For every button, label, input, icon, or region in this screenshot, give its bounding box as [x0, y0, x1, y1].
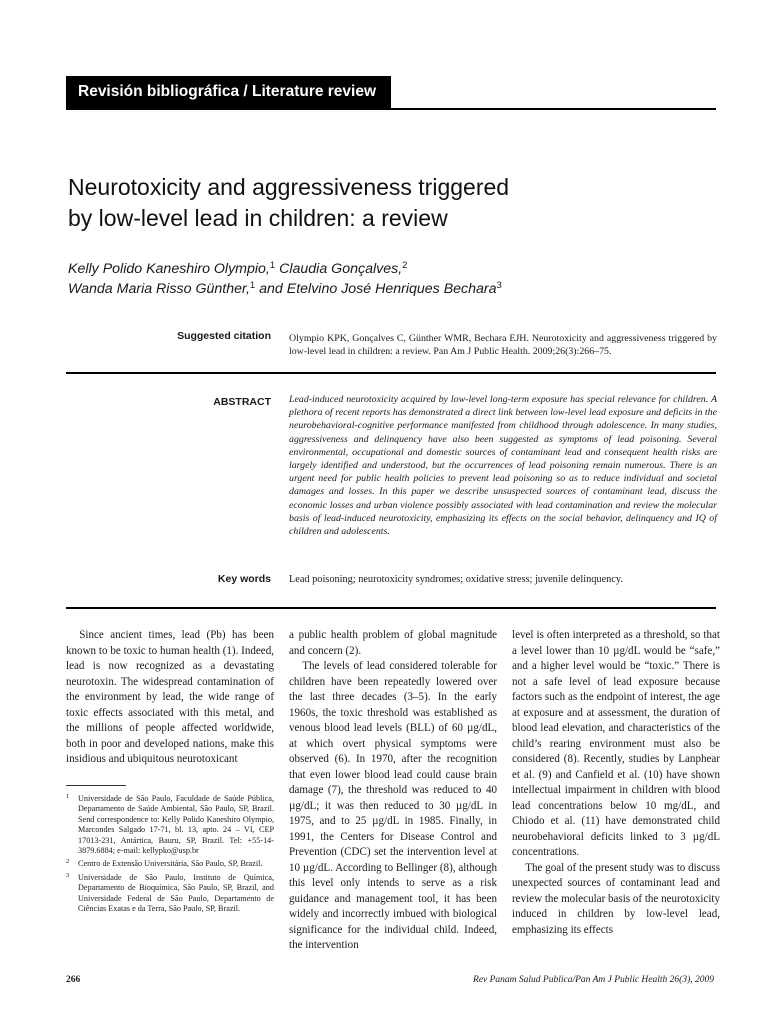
body-paragraph: a public health problem of global magnitude and concern (2).: [289, 629, 497, 657]
author-name: Wanda Maria Risso Günther,: [68, 281, 250, 297]
author-list: [68, 259, 728, 299]
keywords-text: Lead poisoning; neurotoxicity syndromes; oxidative stress; juvenile delinquency.: [289, 574, 623, 585]
abstract-top-rule: [66, 372, 716, 374]
section-label: Revisión bibliográfica / Literature review: [78, 83, 377, 100]
footnote: [66, 859, 274, 869]
affiliation-marker: 3: [496, 280, 502, 291]
body-paragraph: The goal of the present study was to discuss unexpected sources of contaminant lead and review the molecular basis of the neurotoxicity induced in children by low-level lead, emphasizing its effects: [512, 861, 720, 936]
authors-line-2: [68, 279, 728, 299]
footnote-number: 3: [66, 871, 70, 879]
abstract-text: Lead-induced neurotoxicity acquired by low-level long-term exposure has special relevance for children. A plethora of recent reports has demonstrated a direct link between low-level lead exposure and deficits in the neurobehavioral-cognitive performance manifested from childhood through adolescence. In many studies, aggressiveness and delinquency have also been suggested as symptoms of lead poisoning. Several environmental, occupational and domestic sources of contaminant lead and consequent health risks are largely identified and understood, but the occurrences of lead poisoning remain numerous. There is an urgent need for public health policies to prevent lead poisoning so as to reduce individual and societal damages and losses. In this paper we describe unsuspected sources of contaminant lead, discuss the economic losses and urban violence possibly associated with lead contamination and review the molecular basis of lead-induced neurotoxicity, emphasizing its effects on the social behavior, delinquency and IQ of children and adolescents.: [289, 394, 717, 538]
footnote-text: Centro de Extensão Universitária, São Paulo, SP, Brazil.: [78, 859, 263, 869]
affiliation-footnotes: [66, 794, 274, 917]
page-number: 266: [66, 975, 81, 985]
affiliation-marker: 2: [402, 260, 408, 271]
author-name: and Etelvino José Henriques Bechara: [255, 281, 497, 297]
footnote-rule: [66, 785, 126, 786]
authors-line-1: [68, 259, 728, 279]
affiliation-marker: 1: [249, 280, 256, 291]
author-name: Claudia Gonçalves,: [275, 261, 403, 277]
abstract-bottom-rule: [66, 607, 716, 609]
section-label-band: [66, 76, 391, 108]
title-line-1: Neurotoxicity and aggressiveness triggered: [68, 174, 510, 200]
footnote-text: Universidade de São Paulo, Instituto de Química, Departamento de Bioquímica, São Paulo, SP, Brazil, and Universidade Federal de São Paulo, Departamento de Ciências Exatas e da Terra, São Paulo, SP, Brazil.: [78, 872, 274, 914]
keywords-label: Key words: [217, 573, 271, 585]
title-line-2: by low-level lead in children: a review: [68, 205, 448, 231]
header-rule: [66, 108, 716, 110]
body-column-3: [512, 628, 720, 938]
footnote-number: 1: [66, 793, 70, 800]
footnote-text: Universidade de São Paulo, Faculdade de Saúde Pública, Departamento de Saúde Ambiental, São Paulo, SP, Brazil. Send correspondence to: Kelly Polido Kaneshiro Olympio, Marcondes Salgado 17-71, bl. 13, apto. 24 – VI, CEP 17013-231, Antártica, Bauru, SP, Brazil. Tel: +55-14-3879.6884; e-mail: kellypko@usp.br: [78, 794, 274, 856]
abstract-label: ABSTRACT: [213, 396, 271, 408]
affiliation-marker: 1: [269, 260, 276, 271]
body-paragraph: The levels of lead considered tolerable for children have been repeatedly lowered over the last three decades (3–5). In the early 1960s, the toxic threshold was established as venous blood lead levels (BLL) of 60 µg/dL, at which overt physical symptoms were observed (6). In 1970, after the recognition that even lower blood lead could cause brain damage (7), the threshold was reduced to 40 µg/dL; it was then reduced to 30 µg/dL in 1975, and to 25 µg/dL in 1985. Finally, in 1991, the Centers for Disease Control and Prevention (CDC) set the intervention level at 10 µg/dL. According to Bellinger (8), although this level only intends to serve as a risk guidance and management tool, it has been widely and incorrectly imbued with biological significance for the individual child. Indeed, the intervention: [289, 660, 497, 951]
footnote: [66, 873, 274, 915]
body-paragraph: level is often interpreted as a threshold, so that a level lower than 10 µg/dL would be “safe,” and a higher level would be “toxic.” There is not a safe level of lead exposure because factors such as the endpoint of interest, the age at exposure and at assessment, the duration of blood lead elevation, and characteristics of the child’s rearing environment must also be considered (8). Recently, studies by Lanphear et al. (9) and Canfield et al. (10) have shown intellectual impairment in children with blood lead concentrations below 10 mg/dL, and Chiodo et al. (11) have demonstrated child neurobehavioral deficits linked to 3 µg/dL concentrations.: [512, 629, 720, 858]
body-column-2: [289, 628, 497, 954]
citation-text: Olympio KPK, Gonçalves C, Günther WMR, Bechara EJH. Neurotoxicity and aggressiveness triggered by low-level lead in children: a review. Pan Am J Public Health. 2009;26(3):266–75.: [289, 333, 717, 358]
journal-reference: Rev Panam Salud Publica/Pan Am J Public Health 26(3), 2009: [473, 975, 714, 985]
citation-label: Suggested citation: [177, 330, 271, 342]
body-column-1: [66, 628, 274, 768]
author-name: Kelly Polido Kaneshiro Olympio,: [68, 261, 270, 277]
footnote-number: 2: [66, 858, 70, 866]
body-paragraph: Since ancient times, lead (Pb) has been known to be toxic to human health (1). Indeed, lead is now recognized as a devastating neurotoxin. The widespread contamination of the environment by lead, the wide range of toxic effects associated with this metal, and the millions of people affected worldwide, both in poor and developed nations, make this insidious and ubiquitous neurotoxicant: [66, 629, 274, 765]
article-title: [68, 172, 708, 234]
footnote: [66, 794, 274, 856]
